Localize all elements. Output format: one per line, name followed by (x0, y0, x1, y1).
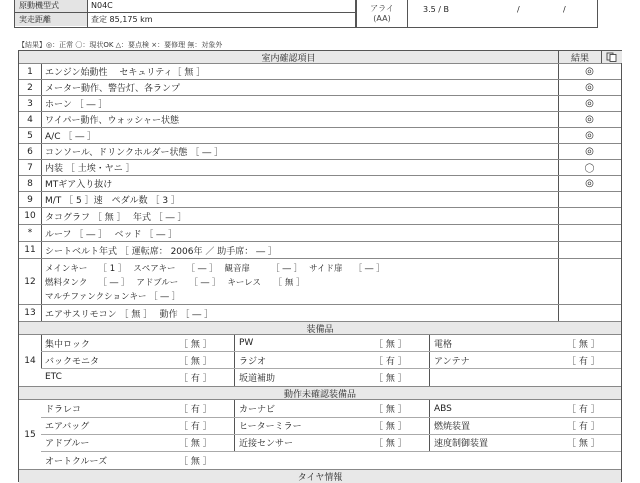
keys-row: 12 メインキー ［ 1 ］ スペアキー ［ ― ］ 観音扉 ［ ― ］ サイド扉 ［ ― ］ 燃料タンク ［ ― ］ アドブルー ［ ― ］ キーレス ［ 無 ］ マルチファンクションキー ［ ― ］ (19, 258, 621, 304)
equipment-value: ［ 有 ］ (374, 356, 407, 367)
equipment-header: 装備品 (19, 321, 621, 334)
check-item-row: 5 A/C ［ ― ］ ◎ (19, 127, 621, 143)
equipment-value: ［ 無 ］ (567, 339, 600, 350)
unverified-item-name: 燃焼装置 (434, 422, 471, 432)
equipment-value: ［ 無 ］ (179, 356, 212, 367)
unverified-item-value: ［ 無 ］ (374, 439, 407, 449)
result-legend: 【結果】◎：正常 〇：現状OK △：要点検 ×：要修理 無：対象外 (18, 41, 223, 49)
equipment-value: ［ 無 ］ (374, 339, 407, 350)
alignment-box (356, 0, 598, 28)
engine-model-value: N04C (91, 1, 113, 10)
tire-info-header: タイヤ情報 (19, 469, 621, 483)
unverified-item-name: 速度制御装置 (434, 439, 489, 449)
unverified-item-value: ［ 有 ］ (179, 405, 212, 415)
equipment-name: PW (239, 338, 254, 348)
unverified-item-name: 近接センサー (239, 439, 294, 449)
unverified-item-name: ドラレコ (45, 405, 82, 415)
equipment-value: ［ 有 ］ (179, 373, 212, 384)
check-item-row: 2 メーター動作、警告灯、各ランプ ◎ (19, 79, 621, 95)
unverified-item-value: ［ 有 ］ (567, 405, 600, 415)
check-item-row: 4 ワイパー動作、ウォッシャー状態 ◎ (19, 111, 621, 127)
check-item-row: 11 シートベルト年式 ［ 運転席： 2006年 ／ 助手席： ― ］ (19, 241, 621, 258)
alignment-slash-2: / (563, 4, 566, 14)
mileage-value: 查定 85,175 km (91, 15, 153, 24)
check-item-row: 3 ホーン ［ ― ］ ◎ (19, 95, 621, 111)
copy-icon[interactable] (601, 51, 622, 63)
check-item-row: 6 コンソール、ドリンクホルダー状態 ［ ― ］ ◎ (19, 143, 621, 159)
unverified-item-name: ヒーターミラー (239, 422, 302, 432)
alignment-slash-1: / (517, 4, 520, 14)
result-column-header: 結果 (558, 51, 601, 63)
unverified-equipment-header: 動作未確認装備品 (19, 386, 621, 399)
interior-check-table (18, 50, 622, 482)
unverified-item-name: カーナビ (239, 405, 276, 415)
check-item-row: * ルーフ ［ ― ］ ベッド ［ ― ］ (19, 224, 621, 241)
mileage-label: 実走距離 (15, 13, 87, 26)
equipment-section: 14 (19, 334, 621, 386)
equipment-name: 集中ロック (45, 339, 90, 350)
equipment-name: ラジオ (239, 356, 267, 367)
alignment-value: 3.5 / B (423, 4, 449, 14)
unverified-item-value: ［ 有 ］ (179, 422, 212, 432)
check-item-row: 9 M/T ［ 5 ］速 ペダル数 ［ 3 ］ (19, 191, 621, 207)
equipment-name: アンテナ (434, 356, 470, 367)
unverified-item-name: エアバッグ (45, 422, 90, 432)
unverified-item-value: ［ 無 ］ (374, 405, 407, 415)
air-suspension-row: 13 エアサスリモコン ［ 無 ］ 動作 ［ ― ］ (19, 304, 621, 321)
equipment-name: ETC (45, 372, 62, 382)
equipment-value: ［ 無 ］ (374, 373, 407, 384)
unverified-item-value: ［ 無 ］ (374, 422, 407, 432)
alignment-label: アライ (AA) (370, 4, 394, 23)
equipment-name: 電格 (434, 339, 453, 350)
vehicle-info-box (14, 0, 356, 28)
check-item-row: 10 タコグラフ ［ 無 ］ 年式 ［ ― ］ (19, 207, 621, 224)
check-item-row: 8 MTギア入り抜け ◎ (19, 175, 621, 191)
unverified-item-value: ［ 無 ］ (179, 439, 212, 449)
equipment-name: 坂道補助 (239, 373, 276, 384)
unverified-item-value: ［ 無 ］ (567, 439, 600, 449)
check-item-row: 7 内装 ［ 土埃・ヤニ ］ 〇 (19, 159, 621, 175)
unverified-item-value: ［ 有 ］ (567, 422, 600, 432)
interior-check-header: 室内確認項目 (19, 51, 558, 63)
unverified-item-name: オートクルーズ (45, 457, 108, 467)
equipment-name: バックモニタ (45, 356, 100, 367)
equipment-value: ［ 有 ］ (567, 356, 600, 367)
equipment-value: ［ 無 ］ (179, 339, 212, 350)
engine-model-label: 原動機型式 (15, 0, 87, 12)
unverified-item-name: アドブルー (45, 439, 90, 449)
check-item-row: 1 エンジン始動性 セキュリティ［ 無 ］ ◎ (19, 63, 621, 79)
unverified-equipment-section: 15 (19, 399, 621, 469)
unverified-item-name: ABS (434, 403, 452, 414)
unverified-item-value: ［ 無 ］ (179, 457, 212, 467)
